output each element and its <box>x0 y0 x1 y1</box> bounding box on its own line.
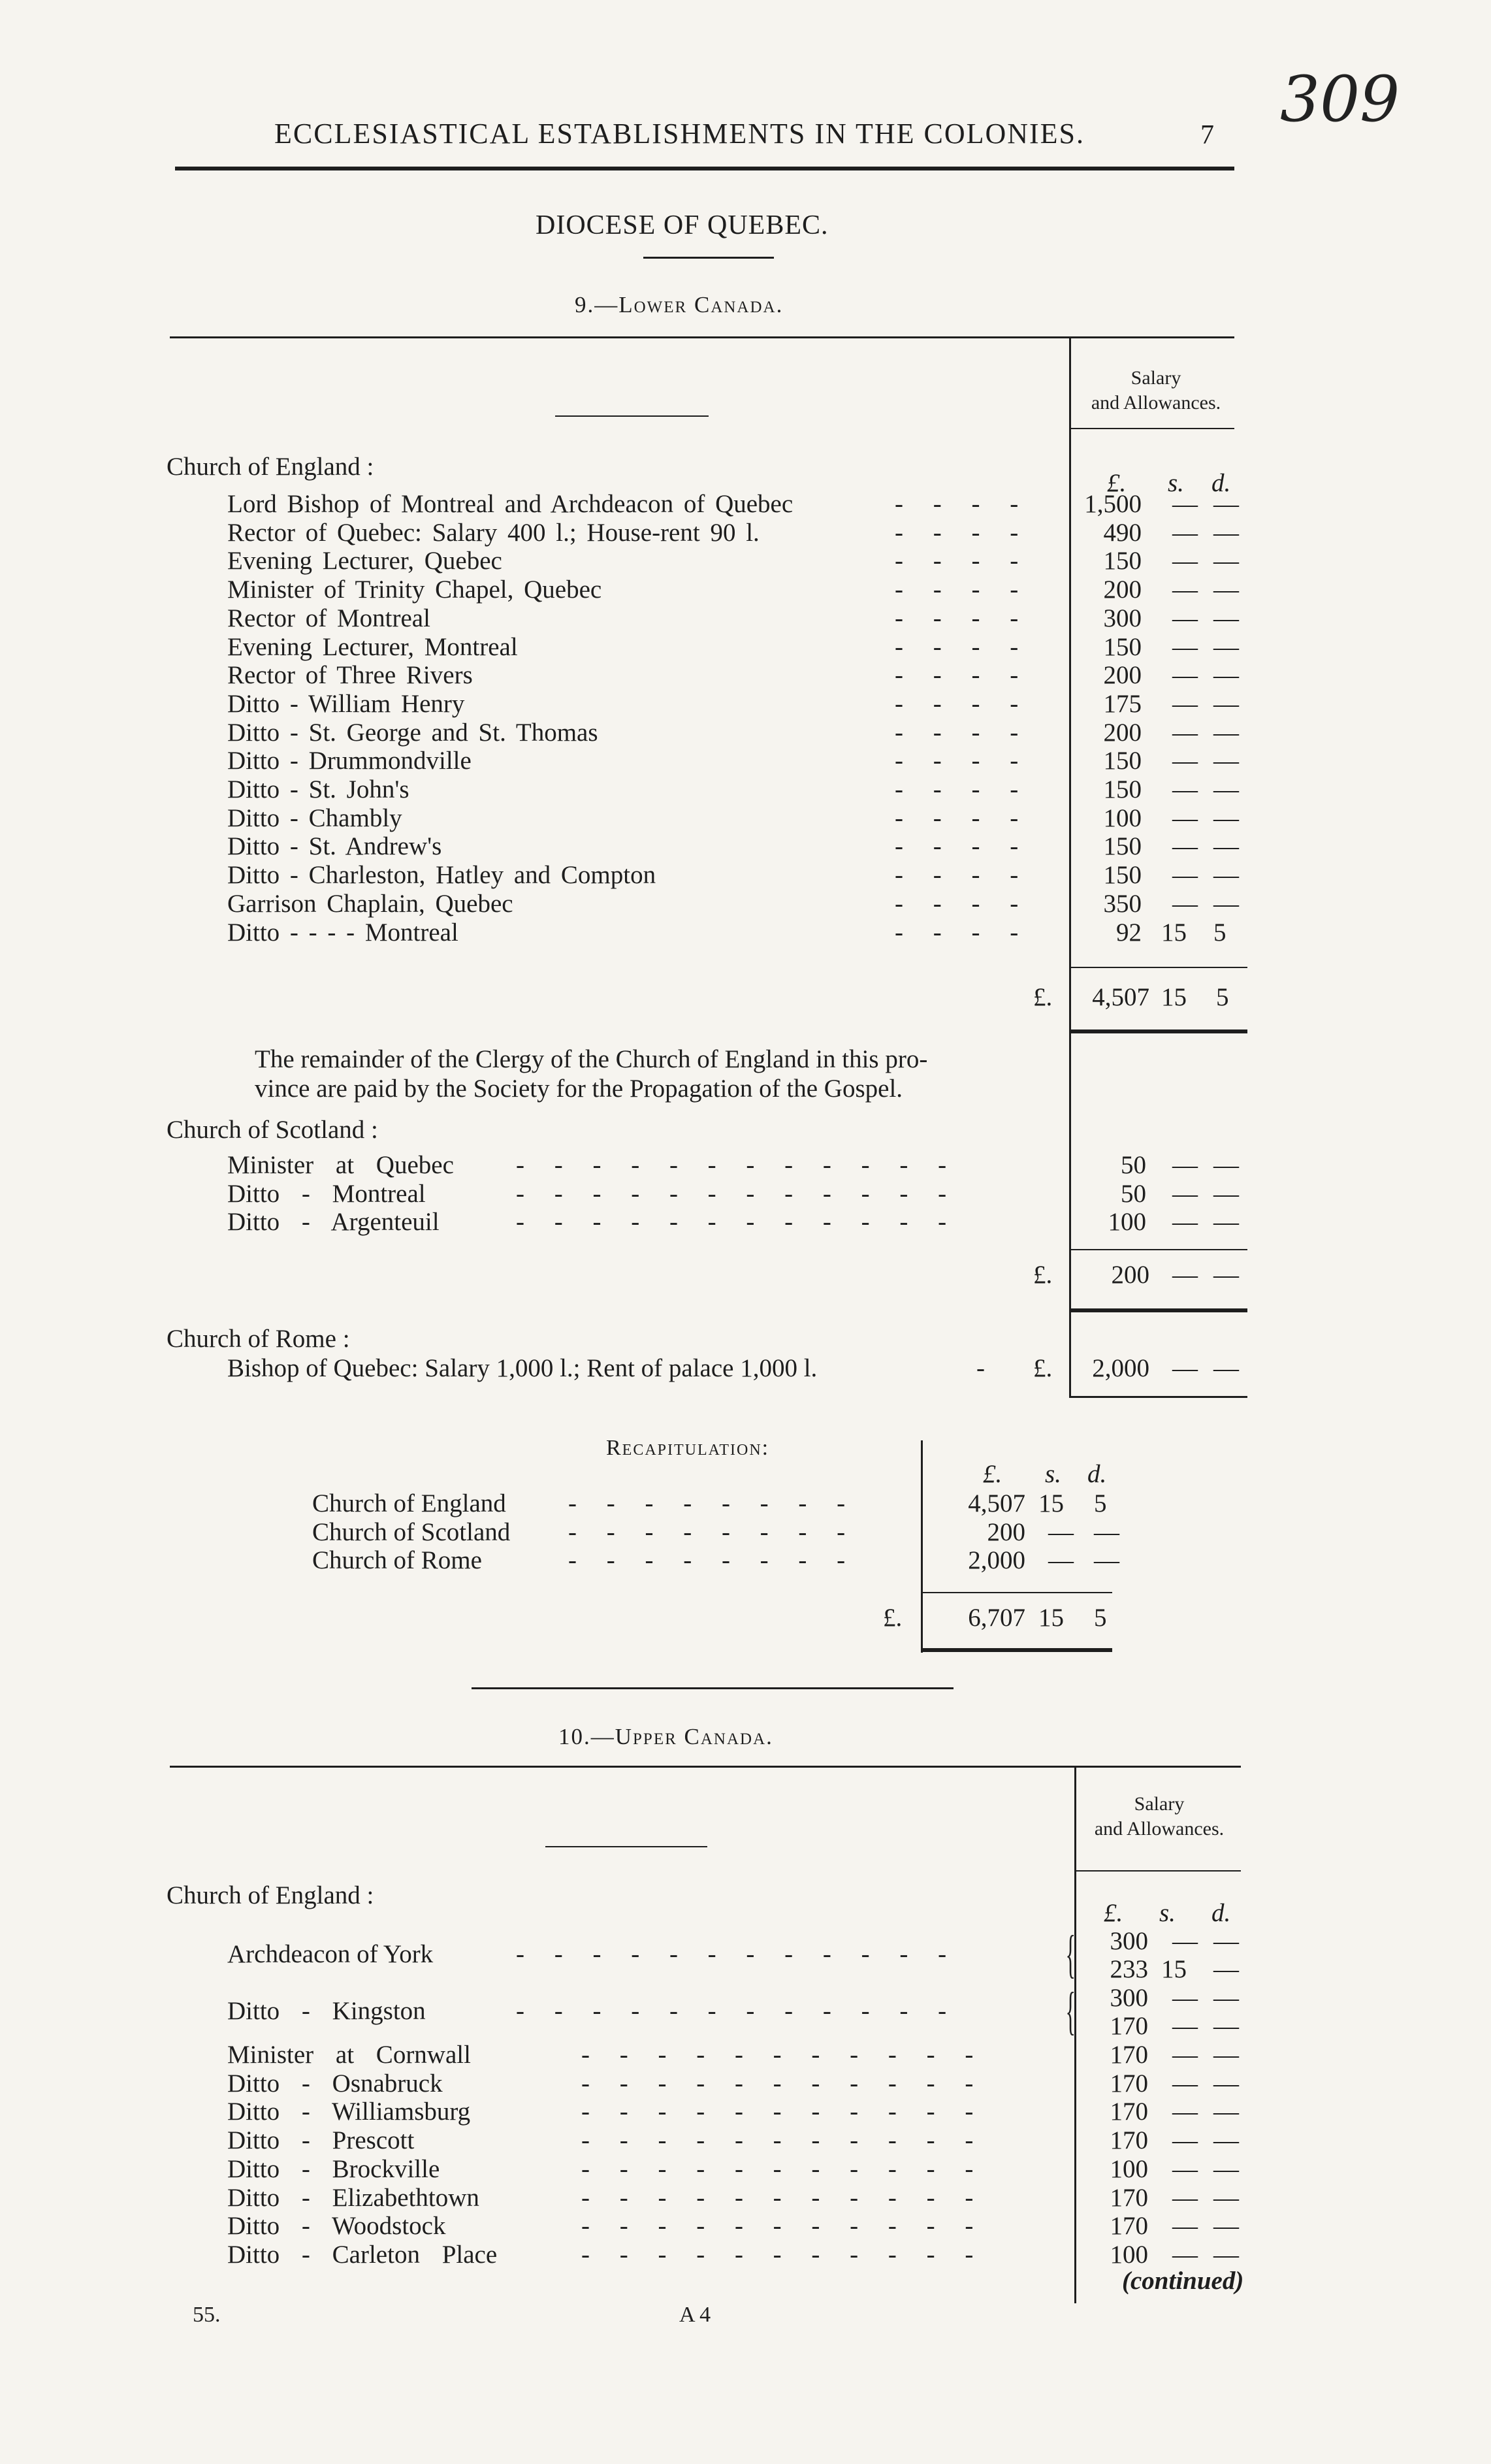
recapitulation-heading: Recapitulation: <box>606 1436 770 1460</box>
table-row-pence: — <box>1213 1151 1239 1179</box>
recap-row-pounds: 4,507 <box>968 1489 1025 1517</box>
table-row-post: Ditto - - - - Montreal <box>227 918 458 947</box>
table-row-pounds: 490 <box>1103 519 1142 547</box>
table-row-pounds: 300 <box>1103 604 1142 632</box>
leader-dots: - - - - <box>895 719 1031 747</box>
rome-bishop-post: Bishop of Quebec: Salary 1,000 l.; Rent of palace 1,000 l. <box>227 1354 818 1382</box>
table-row-shillings: — <box>1172 547 1198 575</box>
table-row-shillings: 15 <box>1161 918 1187 947</box>
column-header <box>1078 366 1234 415</box>
recap-row-label: Church of England <box>312 1489 506 1517</box>
table-row-pence: — <box>1213 519 1239 547</box>
section-rule <box>170 336 1234 338</box>
scotland-total-shillings: — <box>1172 1261 1198 1289</box>
table-row-pounds: 200 <box>1103 719 1142 747</box>
upper-column-header-line1: Salary <box>1134 1793 1185 1815</box>
table-row-shillings: — <box>1172 775 1198 803</box>
scotland-total-pence: — <box>1213 1261 1239 1289</box>
recap-total-rule-top <box>923 1592 1112 1593</box>
table-row-pounds: 350 <box>1103 890 1142 918</box>
table-row-pence: — <box>1213 2126 1239 2154</box>
total-pounds: 4,507 <box>1092 983 1149 1011</box>
recap-row-pounds: 2,000 <box>968 1546 1025 1574</box>
section-divider <box>472 1687 954 1689</box>
table-row-pence: — <box>1213 604 1239 632</box>
table-row-pence: — <box>1213 2041 1239 2069</box>
leader-dots: - - - - - - - - <box>568 1489 858 1517</box>
kingston-amount-2-d: — <box>1213 2012 1239 2040</box>
table-row-post: Ditto - St. George and St. Thomas <box>227 719 598 747</box>
table-row-shillings: — <box>1172 2069 1198 2098</box>
running-head: ECCLESIASTICAL ESTABLISHMENTS IN THE COLONIES. <box>274 118 1085 150</box>
recap-row-pence: — <box>1094 1546 1119 1574</box>
leader-dots: - - - - - - - - - - - <box>581 2069 986 2098</box>
total-rule-top <box>1071 967 1247 968</box>
handwritten-folio: 309 <box>1280 63 1400 136</box>
short-ornament-rule <box>555 415 709 417</box>
leader-dots: - - - - <box>895 519 1031 547</box>
table-row-post: Ditto - Prescott <box>227 2126 415 2154</box>
leader-dots: - - - - <box>895 633 1031 661</box>
scotland-total-rule-top <box>1071 1249 1247 1250</box>
table-row-pounds: 170 <box>1110 2126 1148 2154</box>
rome-pounds: 2,000 <box>1092 1354 1149 1382</box>
section-heading-upper-canada: 10.—Upper Canada. <box>558 1724 773 1749</box>
recap-unit-pence: d. <box>1087 1460 1107 1488</box>
leader-dots: - - - - <box>895 918 1031 947</box>
upper-unit-pounds: £. <box>1104 1899 1123 1927</box>
table-row-post: Ditto - Osnabruck <box>227 2069 443 2098</box>
table-row-post: Ditto - Woodstock <box>227 2212 446 2240</box>
leader-dots: - - - - - - - - - - - - <box>516 1940 959 1968</box>
footer-signature-mark: A 4 <box>679 2303 711 2327</box>
rome-shillings: — <box>1172 1354 1198 1382</box>
rome-symbol: £. <box>1033 1354 1053 1382</box>
section-heading-lower-canada: 9.—Lower Canada. <box>575 292 784 317</box>
table-row-pounds: 150 <box>1103 832 1142 860</box>
table-row-pounds: 200 <box>1103 661 1142 689</box>
table-row-post: Ditto - Brockville <box>227 2155 440 2183</box>
recap-total-rule-bottom <box>923 1648 1112 1652</box>
column-header-line2: and Allowances. <box>1091 392 1221 413</box>
table-row-post: Rector of Quebec: Salary 400 l.; House-rent 90 l. <box>227 519 760 547</box>
leader-dots: - - - - <box>895 747 1031 775</box>
recap-row-pounds: 200 <box>987 1518 1025 1546</box>
york-amount-2-d: — <box>1213 1955 1239 1983</box>
recap-row-label: Church of Scotland <box>312 1518 511 1546</box>
recap-row-shillings: — <box>1048 1518 1074 1546</box>
brace: { <box>1065 1926 1076 1983</box>
table-row-pounds: 100 <box>1103 804 1142 832</box>
table-row-pence: — <box>1213 832 1239 860</box>
recap-row-pence: — <box>1094 1518 1119 1546</box>
table-row-pence: — <box>1213 690 1239 718</box>
table-row-pounds: 200 <box>1103 575 1142 604</box>
table-row-pounds: 170 <box>1110 2069 1148 2098</box>
leader-dots: - - - - - - - - - - - <box>581 2155 986 2183</box>
table-row-shillings: — <box>1172 719 1198 747</box>
table-row-pounds: 92 <box>1116 918 1142 947</box>
footer-number: 55. <box>193 2303 221 2327</box>
recap-vertical-rule <box>921 1440 923 1653</box>
table-row-pence: — <box>1213 661 1239 689</box>
upper-section-rule <box>170 1766 1241 1768</box>
upper-unit-shillings: s. <box>1159 1899 1176 1927</box>
recap-row-pence: 5 <box>1094 1489 1107 1517</box>
table-row-pence: — <box>1213 2184 1239 2212</box>
rome-pence: — <box>1213 1354 1239 1382</box>
table-row-pence: — <box>1213 747 1239 775</box>
recap-unit-pounds: £. <box>983 1460 1002 1488</box>
leader-dots: - - - - <box>895 604 1031 632</box>
table-row-pence: — <box>1213 633 1239 661</box>
total-shillings: 15 <box>1161 983 1187 1011</box>
leader-dots: - - - - <box>895 804 1031 832</box>
table-row-post: Ditto - Drummondville <box>227 747 472 775</box>
recap-row-shillings: — <box>1048 1546 1074 1574</box>
table-row-post: Evening Lecturer, Montreal <box>227 633 518 661</box>
table-row-post: Minister at Cornwall <box>227 2041 471 2069</box>
table-row-pence: — <box>1213 575 1239 604</box>
table-row-pounds: 150 <box>1103 633 1142 661</box>
table-row-shillings: — <box>1172 2212 1198 2240</box>
table-row-shillings: — <box>1172 2098 1198 2126</box>
leader-dots: - - - - - - - - - - - <box>581 2126 986 2154</box>
table-row-pounds: 170 <box>1110 2212 1148 2240</box>
table-row-pence: — <box>1213 890 1239 918</box>
table-row-shillings: — <box>1172 832 1198 860</box>
table-row-pounds: 175 <box>1103 690 1142 718</box>
table-row-shillings: — <box>1172 633 1198 661</box>
table-row-pounds: 170 <box>1110 2184 1148 2212</box>
table-row-shillings: — <box>1172 2241 1198 2269</box>
leader-dots: - - - - <box>895 775 1031 803</box>
leader-dots: - - - - <box>895 661 1031 689</box>
table-row-shillings: — <box>1172 575 1198 604</box>
table-row-post: Minister of Trinity Chapel, Quebec <box>227 575 602 604</box>
table-row-shillings: — <box>1172 861 1198 889</box>
table-row-pence: — <box>1213 861 1239 889</box>
table-row-shillings: — <box>1172 690 1198 718</box>
table-row-shillings: — <box>1172 890 1198 918</box>
leader-dots: - - - - - - - - - - - <box>581 2098 986 2126</box>
table-row-post: Garrison Chaplain, Quebec <box>227 890 513 918</box>
table-row-pence: — <box>1213 2098 1239 2126</box>
table-row-pounds: 150 <box>1103 747 1142 775</box>
leader-dots: - - - - - - - - <box>568 1546 858 1574</box>
table-row-pence: — <box>1213 1180 1239 1208</box>
leader-dots: - - - - - - - - - - - - <box>516 1997 959 2025</box>
leader-dots: - - - - <box>895 547 1031 575</box>
church-of-scotland-label: Church of Scotland : <box>167 1116 378 1144</box>
table-row-shillings: — <box>1172 2041 1198 2069</box>
table-row-pounds: 100 <box>1108 1208 1146 1236</box>
table-row-shillings: — <box>1172 519 1198 547</box>
table-row-shillings: — <box>1172 661 1198 689</box>
recap-unit-shillings: s. <box>1045 1460 1061 1488</box>
unit-pence: d. <box>1211 469 1231 497</box>
table-row-shillings: — <box>1172 1208 1198 1236</box>
table-row-post: Ditto - Argenteuil <box>227 1208 440 1236</box>
unit-shillings: s. <box>1168 469 1184 497</box>
leader-dots: - - - - - - - - - - - <box>581 2241 986 2269</box>
table-row-pounds: 170 <box>1110 2098 1148 2126</box>
york-amount-1-d: — <box>1213 1927 1239 1955</box>
recap-row-label: Church of Rome <box>312 1546 482 1574</box>
york-amount-1-s: — <box>1172 1927 1198 1955</box>
kingston-amount-1-d: — <box>1213 1984 1239 2012</box>
unit-pounds: £. <box>1107 469 1127 497</box>
recap-row-shillings: 15 <box>1038 1489 1064 1517</box>
table-row-shillings: — <box>1172 2126 1198 2154</box>
table-row-post: Lord Bishop of Montreal and Archdeacon of Quebec <box>227 490 794 518</box>
table-row-pounds: 50 <box>1121 1180 1146 1208</box>
table-row-pounds: 100 <box>1110 2155 1148 2183</box>
rome-leader: - <box>976 1354 985 1382</box>
table-row-post: Ditto - St. Andrew's <box>227 832 442 860</box>
rome-rule <box>1071 1396 1247 1398</box>
table-row-pounds: 150 <box>1103 547 1142 575</box>
table-row-shillings: — <box>1172 604 1198 632</box>
table-row-pence: — <box>1213 2155 1239 2183</box>
note-line-1: The remainder of the Clergy of the Church of England in this pro- <box>255 1045 928 1073</box>
leader-dots: - - - - - - - - - - - - <box>516 1180 959 1208</box>
table-row-shillings: — <box>1172 490 1198 518</box>
york-amount-2-pounds: 233 <box>1110 1955 1148 1983</box>
table-row-post: Evening Lecturer, Quebec <box>227 547 502 575</box>
table-row-pence: — <box>1213 719 1239 747</box>
table-row-post: Ditto - Elizabethtown <box>227 2184 479 2212</box>
table-row-pence: — <box>1213 1208 1239 1236</box>
scotland-total-symbol: £. <box>1033 1261 1053 1289</box>
leader-dots: - - - - - - - - <box>568 1518 858 1546</box>
diocese-title: DIOCESE OF QUEBEC. <box>536 210 829 240</box>
brace: { <box>1065 1983 1076 2040</box>
column-header-rule <box>1071 428 1234 429</box>
table-row-pounds: 170 <box>1110 2041 1148 2069</box>
upper-unit-pence: d. <box>1211 1899 1231 1927</box>
table-row-post: Minister at Quebec <box>227 1151 454 1179</box>
church-of-rome-label: Church of Rome : <box>167 1325 350 1353</box>
leader-dots: - - - - - - - - - - - - <box>516 1208 959 1236</box>
column-header-line1: Salary <box>1130 367 1181 389</box>
table-row-shillings: — <box>1172 1151 1198 1179</box>
table-row-post: Ditto - Chambly <box>227 804 402 832</box>
table-row-pounds: 1,500 <box>1084 490 1142 518</box>
upper-column-header-line2: and Allowances. <box>1094 1818 1225 1840</box>
table-row-post: Rector of Montreal <box>227 604 430 632</box>
page-number: 7 <box>1200 120 1214 150</box>
table-row-post: Ditto - St. John's <box>227 775 409 803</box>
recap-total-symbol: £. <box>883 1604 903 1632</box>
kingston-amount-1-pounds: 300 <box>1110 1984 1148 2012</box>
table-row-pence: — <box>1213 547 1239 575</box>
table-row-pence: — <box>1213 775 1239 803</box>
recap-total-pence: 5 <box>1094 1604 1107 1632</box>
leader-dots: - - - - - - - - - - - <box>581 2212 986 2240</box>
leader-dots: - - - - - - - - - - - - <box>516 1151 959 1179</box>
upper-column-header <box>1078 1792 1241 1841</box>
total-rule-bottom <box>1071 1029 1247 1033</box>
upper-ornament-rule <box>545 1846 707 1847</box>
table-row-post: Ditto - Carleton Place <box>227 2241 498 2269</box>
upper-church-of-england-label: Church of England : <box>167 1881 374 1909</box>
table-row-pence: — <box>1213 2241 1239 2269</box>
table-row-pounds: 100 <box>1110 2241 1148 2269</box>
church-of-england-label: Church of England : <box>167 453 374 481</box>
archdeacon-york-post: Archdeacon of York <box>227 1940 434 1968</box>
kingston-amount-2-s: — <box>1172 2012 1198 2040</box>
header-rule <box>175 167 1234 170</box>
table-row-pence: — <box>1213 2212 1239 2240</box>
leader-dots: - - - - <box>895 690 1031 718</box>
york-amount-2-s: 15 <box>1161 1955 1187 1983</box>
total-pence: 5 <box>1216 983 1229 1011</box>
recap-total-pounds: 6,707 <box>968 1604 1025 1632</box>
note-line-2: vince are paid by the Society for the Propagation of the Gospel. <box>255 1075 903 1103</box>
continued-note: (continued) <box>1122 2267 1244 2295</box>
kingston-amount-2-pounds: 170 <box>1110 2012 1148 2040</box>
leader-dots: - - - - <box>895 861 1031 889</box>
table-row-post: Ditto - Montreal <box>227 1180 426 1208</box>
table-row-post: Ditto - William Henry <box>227 690 465 718</box>
leader-dots: - - - - - - - - - - - <box>581 2184 986 2212</box>
table-row-pounds: 50 <box>1121 1151 1146 1179</box>
table-row-post: Ditto - Williamsburg <box>227 2098 471 2126</box>
leader-dots: - - - - - - - - - - - <box>581 2041 986 2069</box>
table-row-pence: 5 <box>1213 918 1226 947</box>
scotland-total-pounds: 200 <box>1111 1261 1149 1289</box>
table-row-pence: — <box>1213 490 1239 518</box>
upper-column-header-rule <box>1076 1870 1241 1872</box>
table-row-shillings: — <box>1172 2155 1198 2183</box>
table-row-pence: — <box>1213 804 1239 832</box>
leader-dots: - - - - <box>895 890 1031 918</box>
table-row-post: Ditto - Charleston, Hatley and Compton <box>227 861 656 889</box>
total-symbol: £. <box>1033 983 1053 1011</box>
kingston-amount-1-s: — <box>1172 1984 1198 2012</box>
table-row-pounds: 150 <box>1103 775 1142 803</box>
recap-total-shillings: 15 <box>1038 1604 1064 1632</box>
table-row-shillings: — <box>1172 1180 1198 1208</box>
leader-dots: - - - - <box>895 832 1031 860</box>
scotland-total-rule-bottom <box>1071 1308 1247 1312</box>
leader-dots: - - - - <box>895 490 1031 518</box>
table-row-shillings: — <box>1172 747 1198 775</box>
table-row-shillings: — <box>1172 2184 1198 2212</box>
york-amount-1-pounds: 300 <box>1110 1927 1148 1955</box>
table-row-pence: — <box>1213 2069 1239 2098</box>
leader-dots: - - - - <box>895 575 1031 604</box>
table-row-post: Rector of Three Rivers <box>227 661 473 689</box>
table-row-shillings: — <box>1172 804 1198 832</box>
ditto-kingston-post: Ditto - Kingston <box>227 1997 426 2025</box>
table-row-pounds: 150 <box>1103 861 1142 889</box>
diocese-underline <box>643 257 774 259</box>
